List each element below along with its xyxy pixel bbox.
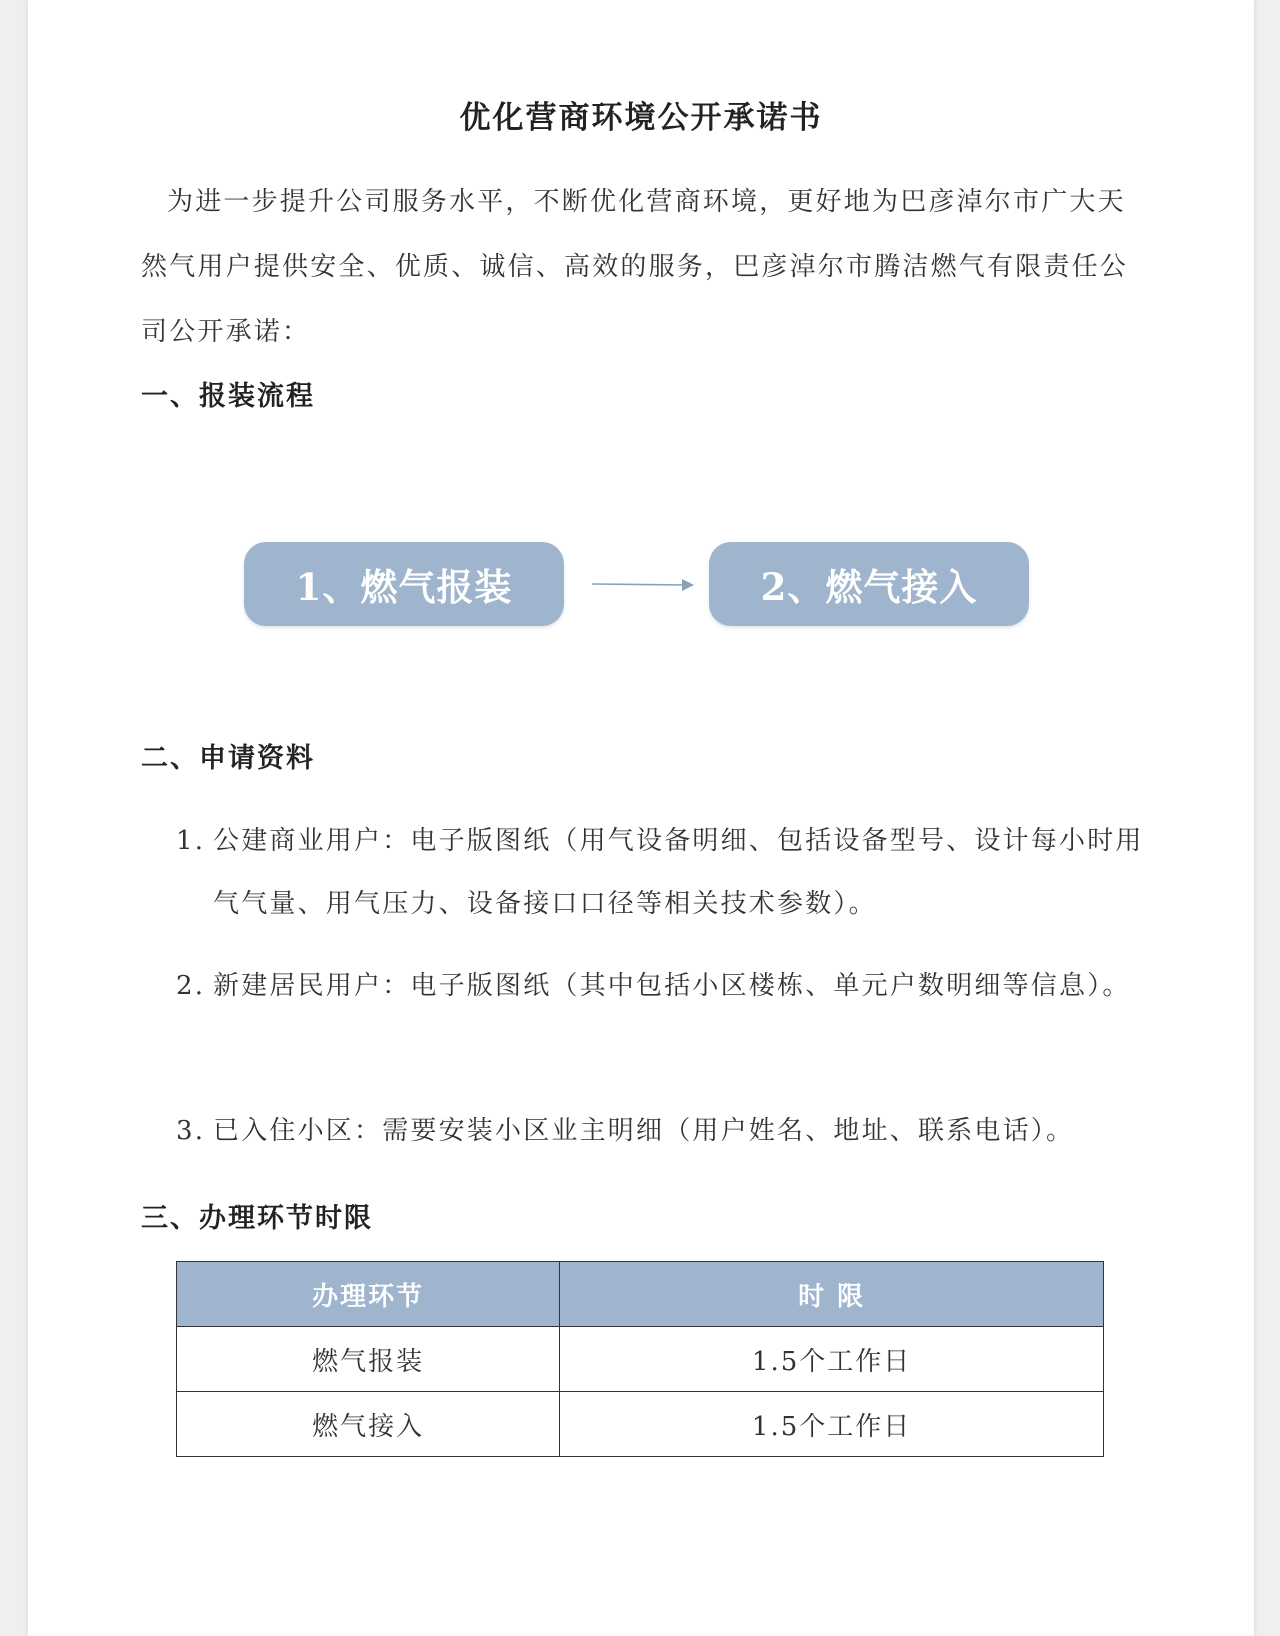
list-item-number: 1. [176,826,206,856]
table-cell: 燃气报装 [177,1327,560,1392]
flow-step-gas-connection: 2、燃气接入 [709,542,1029,626]
list-item-number: 3. [176,1116,206,1146]
time-limits-table [176,1261,1104,1457]
table-header-cell: 办理环节 [177,1262,560,1327]
intro-paragraph: 为进一步提升公司服务水平，不断优化营商环境，更好地为巴彦淖尔市广大天然气用户提供安全、优质、诚信、高效的服务，巴彦淖尔市腾洁燃气有限责任公司公开承诺： [141,187,1129,347]
section-heading-required-documents: 二、申请资料 [141,743,315,774]
section-heading-application-process: 一、报装流程 [141,381,315,412]
table-row [177,1392,1104,1457]
list-item [176,955,1166,1018]
list-item-text: 已入住小区：需要安装小区业主明细（用户姓名、地址、联系电话）。 [213,1116,1075,1146]
table-header-cell: 时 限 [560,1262,1104,1327]
list-item-text: 新建居民用户：电子版图纸（其中包括小区楼栋、单元户数明细等信息）。 [213,971,1131,1001]
flow-step-gas-application: 1、燃气报装 [244,542,564,626]
list-item [176,810,1166,936]
table-cell: 1.5个工作日 [560,1327,1104,1392]
table-header-row [177,1262,1104,1327]
flow-arrow-icon [590,573,700,597]
section-heading-processing-time-limits: 三、办理环节时限 [141,1203,373,1234]
document-page [28,0,1254,1636]
document-title: 优化营商环境公开承诺书 [459,100,823,136]
list-item-number: 2. [176,971,206,1001]
table-cell: 1.5个工作日 [560,1392,1104,1457]
table-row [177,1327,1104,1392]
list-item [176,1100,1166,1163]
table-cell: 燃气接入 [177,1392,560,1457]
list-item-text: 公建商业用户：电子版图纸（用气设备明细、包括设备型号、设计每小时用气气量、用气压力、设备接口口径等相关技术参数）。 [213,826,1144,919]
